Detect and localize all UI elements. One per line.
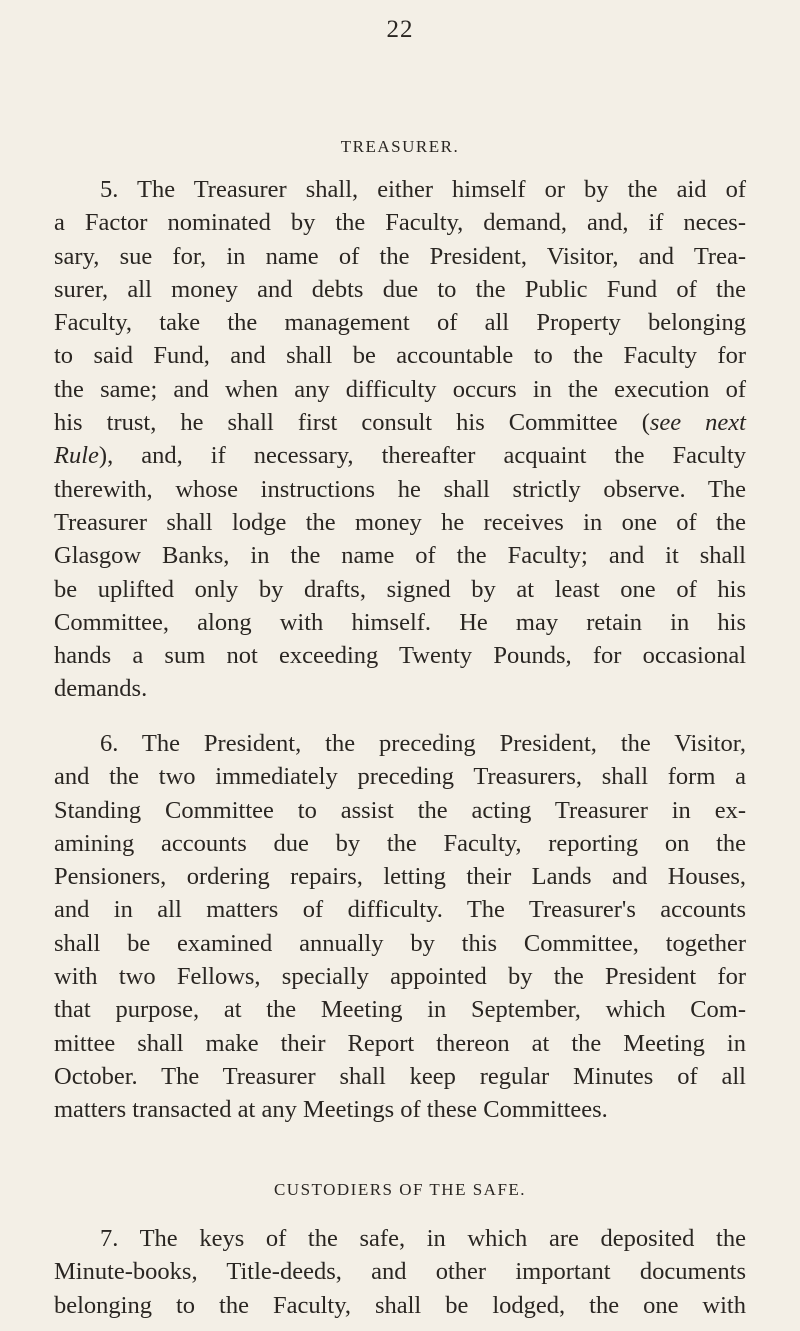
paragraph-line: mittee shall make their Report thereon at the Meeting in <box>54 1029 746 1057</box>
paragraph-line: shall be examined annually by this Committee, together <box>54 929 746 957</box>
paragraph-6 <box>54 727 746 1127</box>
paragraph-line: 5. The Treasurer shall, either himself or by the aid of <box>100 176 746 203</box>
paragraph-line: Pensioners, ordering repairs, letting their Lands and Houses, <box>54 863 746 891</box>
paragraph-7 <box>54 1222 746 1322</box>
paragraph-line: surer, all money and debts due to the Public Fund of the <box>54 275 746 303</box>
italic-text: see next <box>649 409 746 437</box>
italic-text: Rule <box>54 442 99 470</box>
paragraph-line <box>54 439 746 472</box>
paragraph-line: matters transacted at any Meetings of these Committees. <box>54 1096 608 1124</box>
paragraph-line: Faculty, take the management of all Property belonging <box>54 309 746 337</box>
paragraph-5 <box>54 173 746 706</box>
paragraph-line: that purpose, at the Meeting in September, which Com- <box>54 996 746 1024</box>
paragraph-line: Treasurer shall lodge the money he receives in one of the <box>54 508 746 536</box>
paragraph-line: 7. The keys of the safe, in which are deposited the <box>100 1225 746 1252</box>
page-number: 22 <box>386 16 414 43</box>
paragraph-line: be uplifted only by drafts, signed by at least one of his <box>54 575 746 603</box>
paragraph-line: demands. <box>54 675 148 703</box>
paragraph-line: 6. The President, the preceding President, the Visitor, <box>100 730 746 757</box>
paragraph-line: Glasgow Banks, in the name of the Faculty; and it shall <box>54 542 746 570</box>
paragraph-line <box>54 406 746 439</box>
paragraph-line: to said Fund, and shall be accountable to the Faculty for <box>54 342 746 370</box>
paragraph-line: a Factor nominated by the Faculty, demand, and, if neces- <box>54 209 746 237</box>
section-heading-custodiers: CUSTODIERS OF THE SAFE. <box>273 1180 527 1199</box>
paragraph-line: the same; and when any difficulty occurs in the execution of <box>54 375 746 403</box>
paragraph-line: Standing Committee to assist the acting Treasurer in ex- <box>54 796 746 824</box>
paragraph-line: and in all matters of difficulty. The Treasurer's accounts <box>54 896 746 924</box>
paragraph-line: belonging to the Faculty, shall be lodged, the one with <box>54 1291 746 1319</box>
paragraph-line: therewith, whose instructions he shall strictly observe. The <box>54 475 746 503</box>
paragraph-line: and the two immediately preceding Treasurers, shall form a <box>54 763 746 791</box>
paragraph-line: with two Fellows, specially appointed by the President for <box>54 963 746 991</box>
section-heading-treasurer: TREASURER. <box>340 137 460 156</box>
line-text: his trust, he shall first consult his Committee ( <box>54 409 650 437</box>
paragraph-line: Minute-books, Title-deeds, and other important documents <box>54 1258 746 1286</box>
paragraph-line: hands a sum not exceeding Twenty Pounds, for occasional <box>54 642 746 670</box>
paragraph-line: sary, sue for, in name of the President, Visitor, and Trea- <box>54 242 746 270</box>
paragraph-line: October. The Treasurer shall keep regular Minutes of all <box>54 1062 746 1090</box>
paragraph-line: Committee, along with himself. He may retain in his <box>54 608 746 636</box>
paragraph-line: amining accounts due by the Faculty, reporting on the <box>54 829 746 857</box>
line-text: ), and, if necessary, thereafter acquaint the Faculty <box>98 442 746 470</box>
